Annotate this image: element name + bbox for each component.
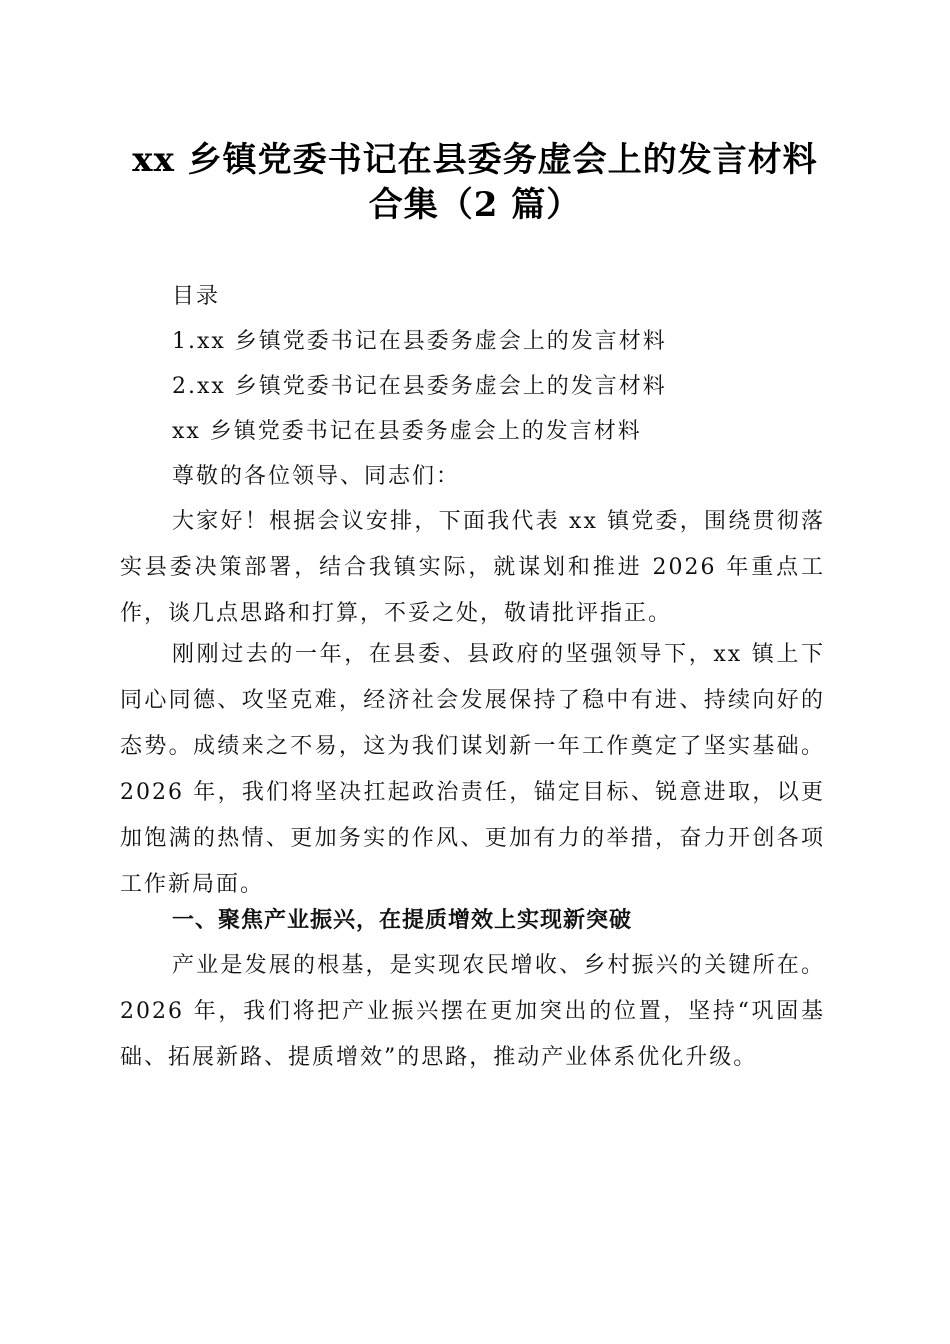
article-title: xx 乡镇党委书记在县委务虚会上的发言材料 [172,419,642,444]
toc-label: 目录 [172,284,221,309]
toc-item-2: 2.xx 乡镇党委书记在县委务虚会上的发言材料 [172,374,667,399]
section-paragraph: 产业是发展的根基，是实现农民增收、乡村振兴的关键所在。2026 年，我们将把产业振兴摆在更加突出的位置，坚持“巩固基础、拓展新路、提质增效”的思路，推动产业体系优化升级。 [120,953,825,1070]
salutation: 尊敬的各位领导、同志们： [172,464,461,489]
document-title-line2: 合集（2 篇） [368,185,582,225]
toc-item-1: 1.xx 乡镇党委书记在县委务虚会上的发言材料 [172,329,667,354]
paragraph-review: 刚刚过去的一年，在县委、县政府的坚强领导下，xx 镇上下同心同德、攻坚克难，经济社会发展保持了稳中有进、持续向好的态势。成绩来之不易，这为我们谋划新一年工作奠定了坚实基础。2026 年，我们将坚决扛起政治责任，锚定目标、锐意进取，以更加饱满的热情、更加务实的作风、更加有力的举措，奋力开创各项工作新局面。 [120,642,825,897]
document-title-line1: xx 乡镇党委书记在县委务虚会上的发言材料 [132,140,818,180]
paragraph-opening: 大家好！根据会议安排，下面我代表 xx 镇党委，围绕贯彻落实县委决策部署，结合我镇实际，就谋划和推进 2026 年重点工作，谈几点思路和打算，不妥之处，敬请批评指正。 [120,509,825,626]
section-heading: 一、聚焦产业振兴，在提质增效上实现新突破 [172,908,633,933]
